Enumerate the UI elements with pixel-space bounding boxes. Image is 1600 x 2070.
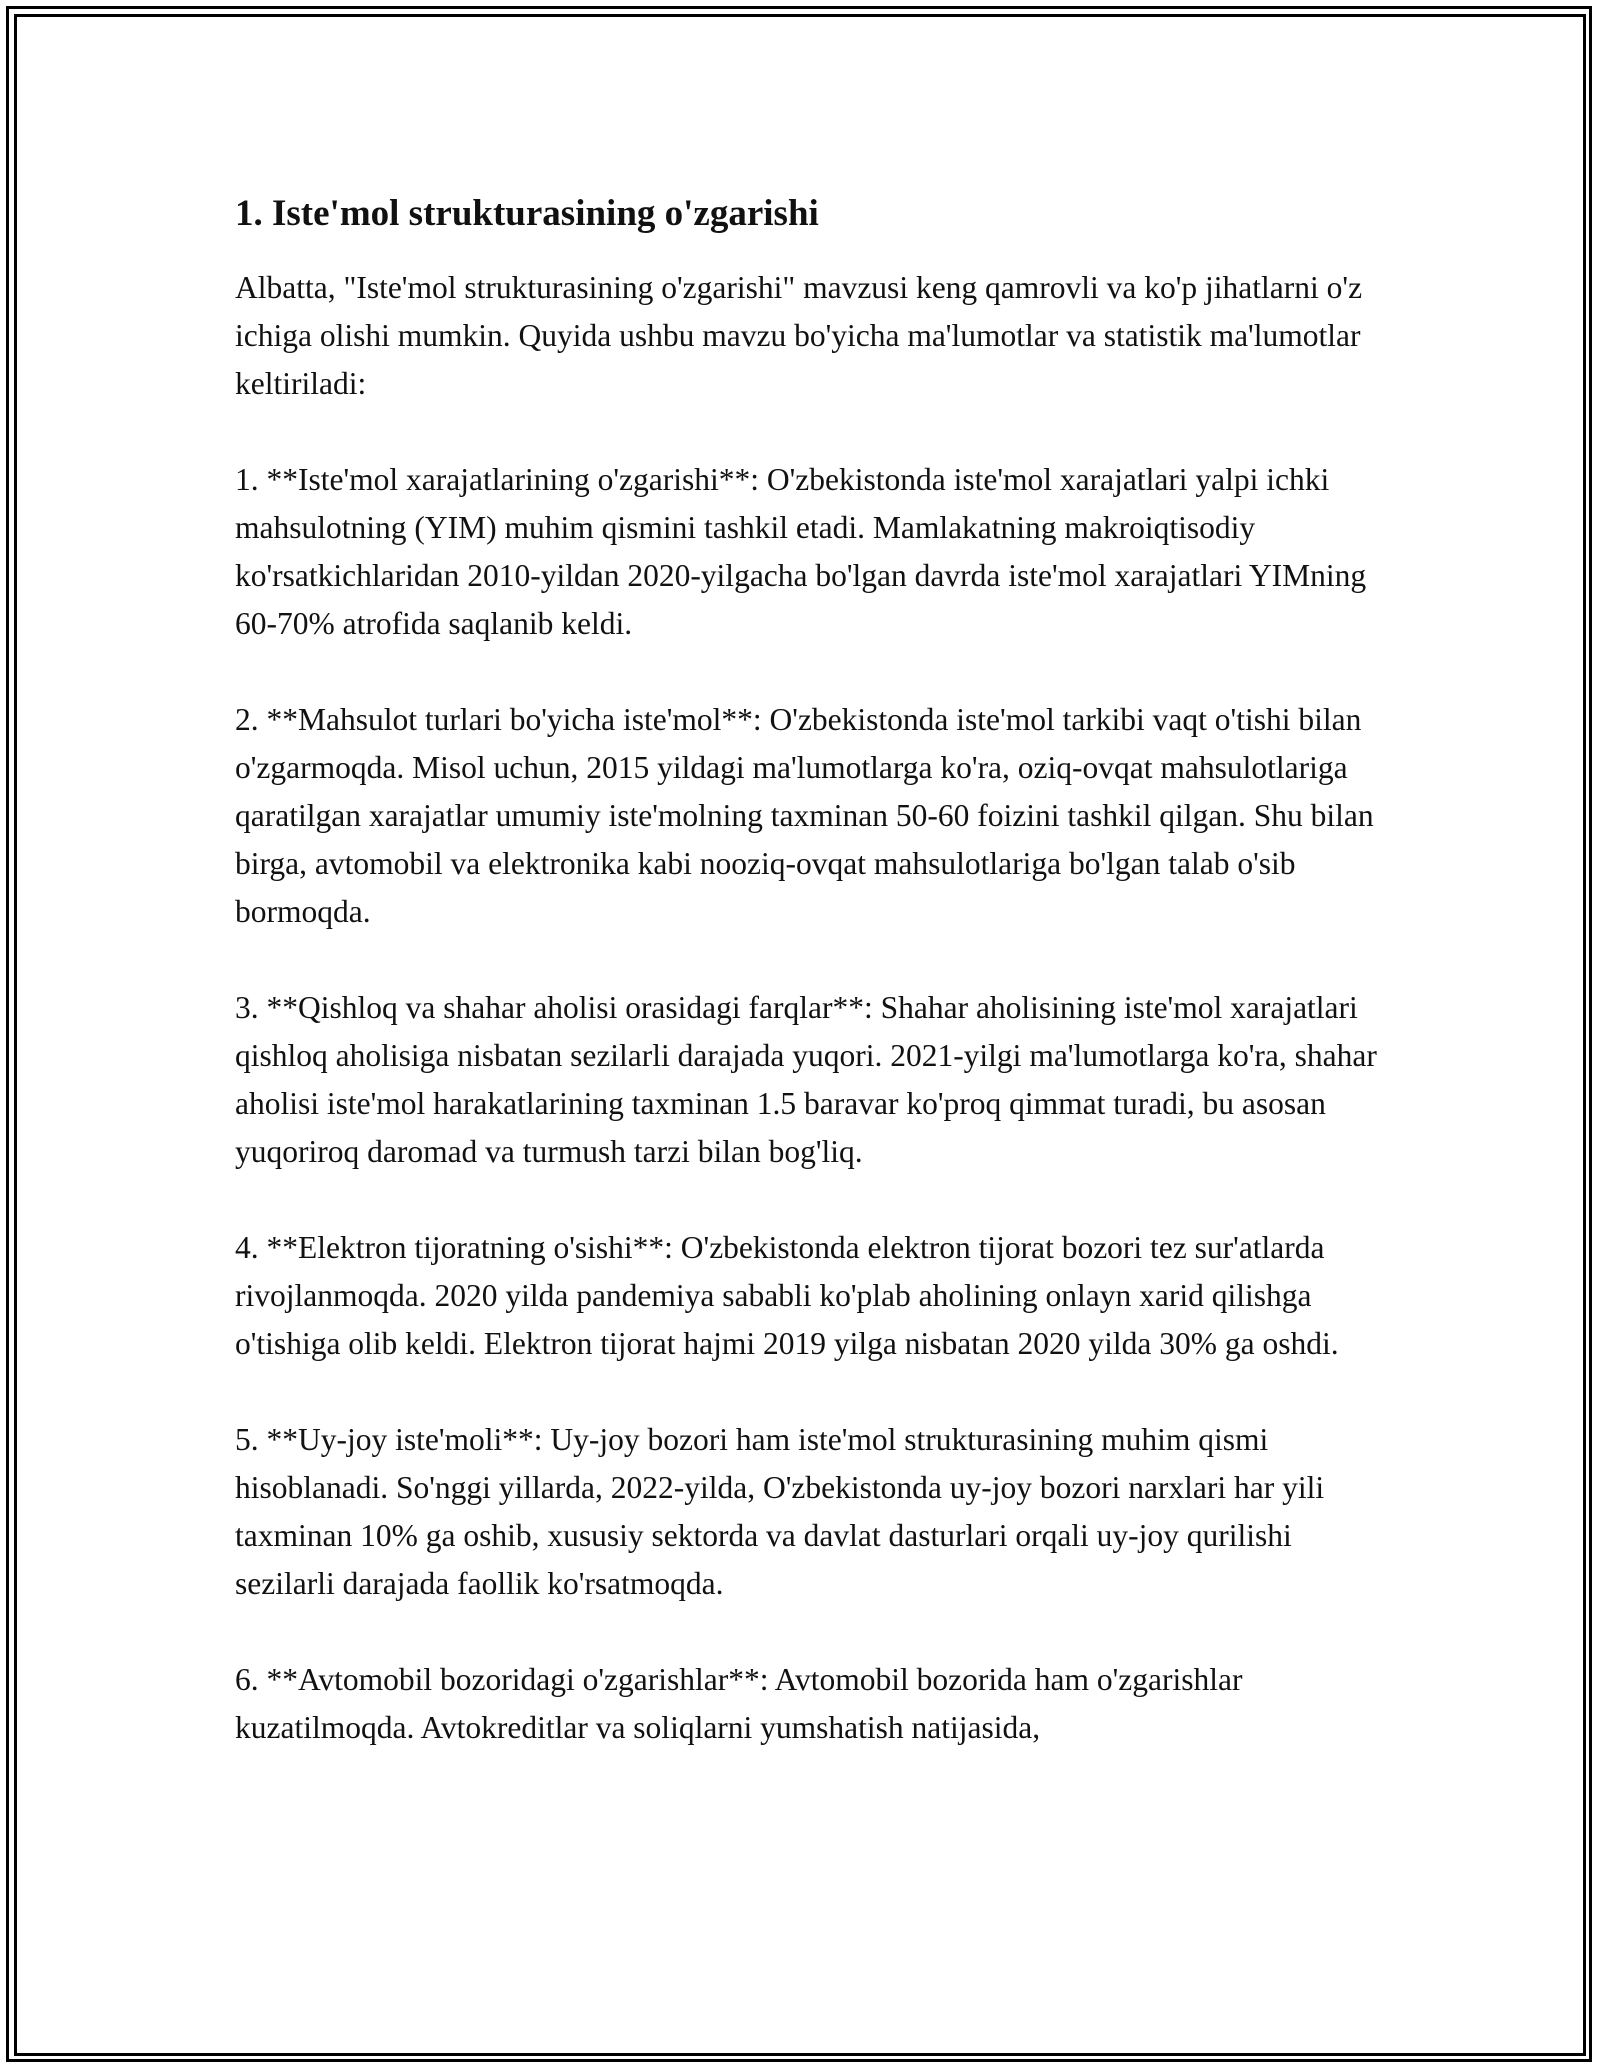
paragraph-item-3: 3. **Qishloq va shahar aholisi orasidagi farqlar**: Shahar aholisining iste'mol xarajatlari qishloq aholisiga nisbatan sezilarli darajada yuqori. 2021-yilgi ma'lumotlarga ko'ra, shahar aholisi iste'mol harakatlarining taxminan 1.5 baravar ko'proq qimmat turadi, bu asosan yuqoriroq daromad va turmush tarzi bilan bog'liq.: [235, 990, 1377, 1169]
paragraph-item-2: 2. **Mahsulot turlari bo'yicha iste'mol**: O'zbekistonda iste'mol tarkibi vaqt o'tishi bilan o'zgarmoqda. Misol uchun, 2015 yildagi ma'lumotlarga ko'ra, oziq-ovqat mahsulotlariga qaratilgan xarajatlar umumiy iste'molning taxminan 50-60 foizini tashkil qilgan. Shu bilan birga, avtomobil va elektronika kabi nooziq-ovqat mahsulotlariga bo'lgan talab o'sib bormoqda.: [235, 702, 1374, 929]
paragraph-item-1: 1. **Iste'mol xarajatlarining o'zgarishi**: O'zbekistonda iste'mol xarajatlari yalpi ichki mahsulotning (YIM) muhim qismini tashkil etadi. Mamlakatning makroiqtisodiy ko'rsatkichlaridan 2010-yildan 2020-yilgacha bo'lgan davrda iste'mol xarajatlari YIMning 60-70% atrofida saqlanib keldi.: [235, 462, 1367, 641]
document-title: 1. Iste'mol strukturasining o'zgarishi: [235, 193, 819, 234]
paragraph-item-6: 6. **Avtomobil bozoridagi o'zgarishlar**: Avtomobil bozorida ham o'zgarishlar kuzatilmoqda. Avtokreditlar va soliqlarni yumshatish natijasida,: [235, 1662, 1243, 1745]
paragraph-item-5: 5. **Uy-joy iste'moli**: Uy-joy bozori ham iste'mol strukturasining muhim qismi hisoblanadi. So'nggi yillarda, 2022-yilda, O'zbekistonda uy-joy bozori narxlari har yili taxminan 10% ga oshib, xususiy sektorda va davlat dasturlari orqali uy-joy qurilishi sezilarli darajada faollik ko'rsatmoqda.: [235, 1422, 1325, 1601]
document-body: [235, 190, 1385, 1752]
paragraph-intro: Albatta, "Iste'mol strukturasining o'zgarishi" mavzusi keng qamrovli va ko'p jihatlarni o'z ichiga olishi mumkin. Quyida ushbu mavzu bo'yicha ma'lumotlar va statistik ma'lumotlar keltiriladi:: [235, 270, 1363, 401]
paragraph-item-4: 4. **Elektron tijoratning o'sishi**: O'zbekistonda elektron tijorat bozori tez sur'atlarda rivojlanmoqda. 2020 yilda pandemiya sababli ko'plab aholining onlayn xarid qilishga o'tishiga olib keldi. Elektron tijorat hajmi 2019 yilga nisbatan 2020 yilda 30% ga oshdi.: [235, 1230, 1339, 1361]
